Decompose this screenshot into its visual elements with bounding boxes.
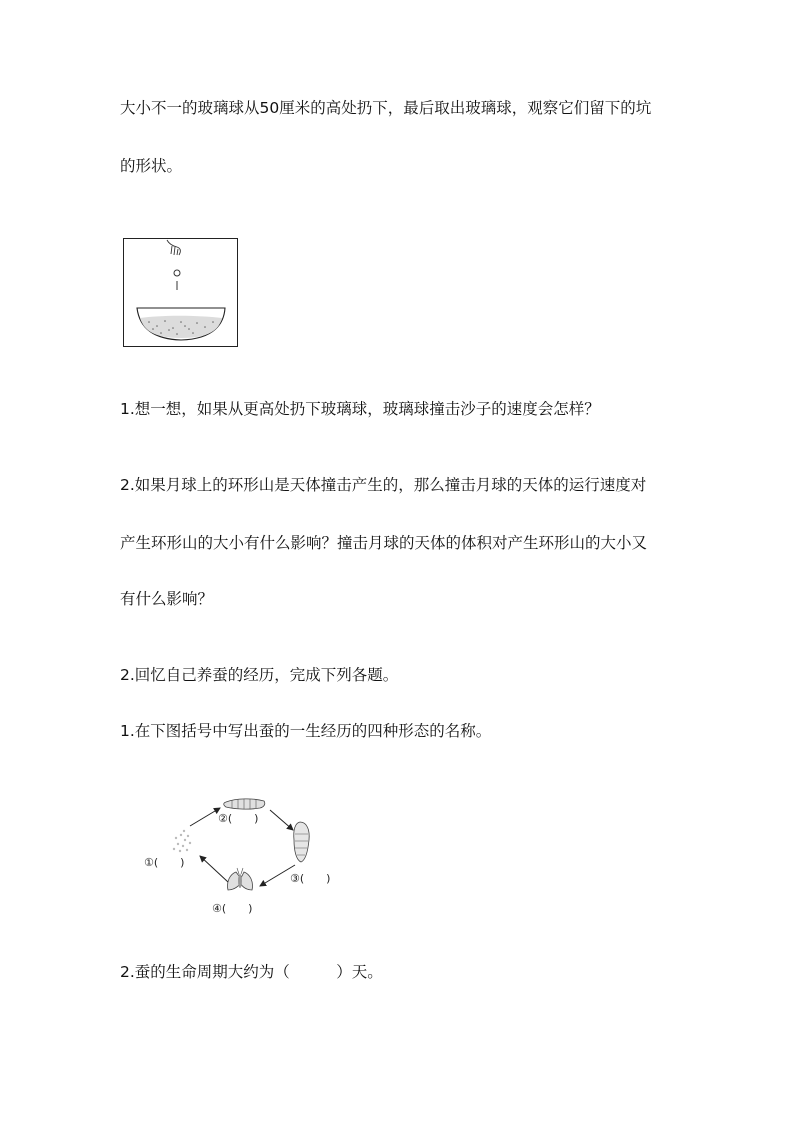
label-stage-3: ③( ) [290, 872, 331, 885]
label-stage-4: ④( ) [212, 902, 253, 915]
intro-line-1: 大小不一的玻璃球从50厘米的高处扔下，最后取出玻璃球，观察它们留下的坑 [120, 99, 652, 117]
question-1: 1.想一想，如果从更高处扔下玻璃球，玻璃球撞击沙子的速度会怎样？ [120, 400, 600, 418]
pupa-icon [294, 822, 309, 862]
silkworm-life-cycle-diagram [140, 790, 360, 920]
section-2-heading: 2.回忆自己养蚕的经历，完成下列各题。 [120, 666, 399, 684]
larva-icon [224, 799, 265, 809]
moth-icon [227, 868, 252, 890]
glass-ball-drop-figure [123, 238, 239, 348]
label-stage-2: ②( ) [218, 812, 259, 825]
arrow-moth-to-eggs [200, 856, 228, 882]
arrow-larva-to-pupa [270, 810, 293, 830]
section-2-sub-2: 2.蚕的生命周期大约为（ ）天。 [120, 963, 383, 981]
question-2-line-1: 2.如果月球上的环形山是天体撞击产生的，那么撞击月球的天体的运行速度对 [120, 476, 647, 494]
question-2-line-3: 有什么影响？ [120, 590, 214, 608]
arrow-eggs-to-larva [190, 808, 220, 826]
eggs-icon [173, 830, 191, 852]
intro-line-2: 的形状。 [120, 157, 183, 175]
section-2-sub-1: 1.在下图括号中写出蚕的一生经历的四种形态的名称。 [120, 722, 492, 740]
question-2-line-2: 产生环形山的大小有什么影响？撞击月球的天体的体积对产生环形山的大小又 [120, 534, 648, 552]
label-stage-1: ①( ) [144, 856, 185, 869]
